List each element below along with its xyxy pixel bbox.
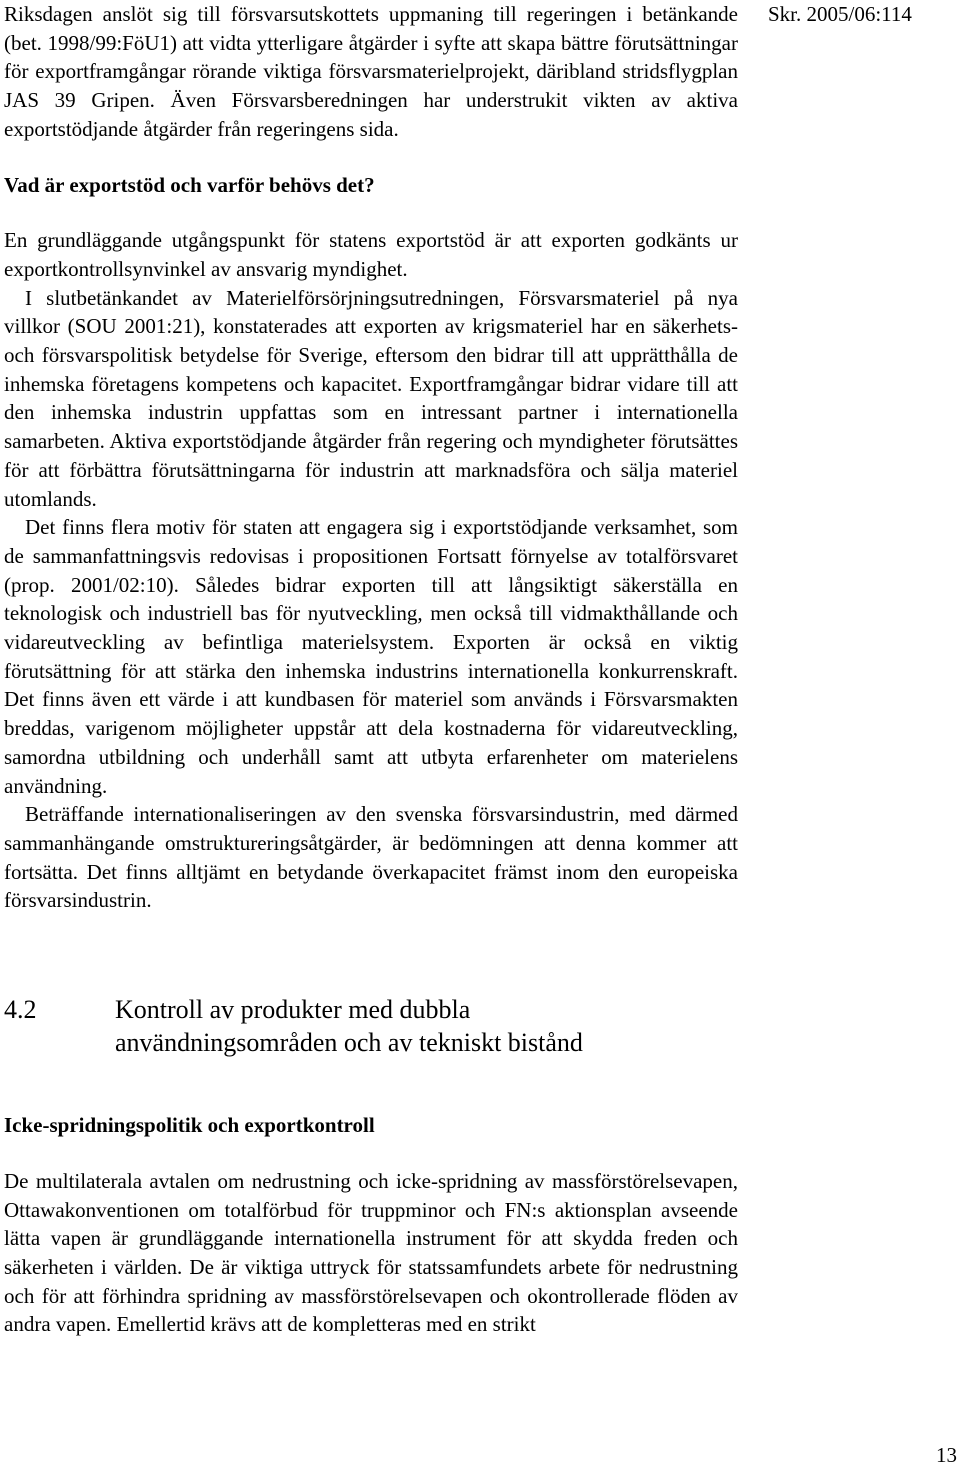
paragraph-multilaterala: De multilaterala avtalen om nedrustning och icke-spridning av massförstörelsevapen, Ottawakonventionen om totalförbud för truppminor och FN:s aktionsplan avseende lätta vapen är grundläggande internationella instrument för att skydda freden och säkerheten i världen. De är viktiga uttryck för statssamfundets arbete för nedrustning och för att förhindra spridning av massförstörelsevapen och okontrollerade flöden av andra vapen. Emellertid krävs att de kompletteras med en strikt bbox=[4, 1168, 738, 1337]
page-number: 13 bbox=[936, 1443, 957, 1467]
paragraph-slutbetankandet: I slutbetänkandet av Materielförsörjningsutredningen, Försvarsmateriel på nya villkor (SOU 2001:21), konstaterades att exporten av krigsmateriel har en säkerhets- och försvarspolitisk betydelse för Sverige, eftersom den bidrar till att upprätthålla de inhemska företagens kompetens och kapacitet. Exportframgångar bidrar vidare till att den inhemska industrin uppfattas som en intressant partner i internationella samarbeten. Aktiva exportstödjande åtgärder från regering och myndigheter förutsättes för att förbättra förutsättningarna för industrin att marknadsföra och sälja materiel utomlands. bbox=[4, 285, 738, 511]
paragraph-motiv: Det finns flera motiv för staten att engagera sig i exportstödjande verksamhet, som de sammanfattningsvis redovisas i propositionen Fortsatt förnyelse av totalförsvaret (prop. 2001/02:10). Således bidrar exporten till att långsiktigt säkerställa en teknologisk och industriell bas för nyutveckling, men också till vidmakthållande och vidareutveckling av befintliga materielsystem. Exporten är också en viktig förutsättning för att stärka den inhemska industrins internationella konkurrenskraft. Det finns även ett värde i att kundbasen för materiel som används i Försvarsmakten breddas, varigenom möjligheter uppstår att dela kostnaderna för vidareutveckling, samordna utbildning och underhåll samt att utbyta erfarenheter om materielens användning. bbox=[4, 515, 738, 798]
paragraph-riksdagen: Riksdagen anslöt sig till försvarsutskottets uppmaning till regeringen i betänkande (bet. 1998/99:FöU1) att vidta ytterligare åtgärder i syfte att skapa bättre förutsättningar för exportframgångar rörande viktiga försvarsmaterielprojekt, däribland stridsflygplan JAS 39 Gripen. Även Försvarsberedningen har understrukit vikten av aktiva exportstödjande åtgärder från regeringens sida. bbox=[4, 2, 738, 141]
section-number: 4.2 bbox=[4, 995, 37, 1025]
paragraph-utgangspunkt: En grundläggande utgångspunkt för statens exportstöd är att exporten godkänts ur exportkontrollsynvinkel av ansvarig myndighet. bbox=[4, 228, 738, 281]
section-heading bbox=[4, 993, 738, 1059]
main-text-column bbox=[4, 0, 738, 1339]
subheading-exportstod: Vad är exportstöd och varför behövs det? bbox=[4, 172, 375, 197]
section-title: Kontroll av produkter med dubbla användningsområden och av tekniskt bistånd bbox=[115, 995, 583, 1058]
paragraph-internationalisering: Beträffande internationaliseringen av den svenska försvarsindustrin, med därmed sammanhängande omstruktureringsåtgärder, är bedömningen att denna kommer att fortsätta. Det finns alltjämt en betydande överkapacitet främst inom den europeiska försvarsindustrin. bbox=[4, 802, 738, 913]
subheading-icke-spridning: Icke-spridningspolitik och exportkontroll bbox=[4, 1113, 375, 1138]
document-reference: Skr. 2005/06:114 bbox=[768, 2, 912, 26]
